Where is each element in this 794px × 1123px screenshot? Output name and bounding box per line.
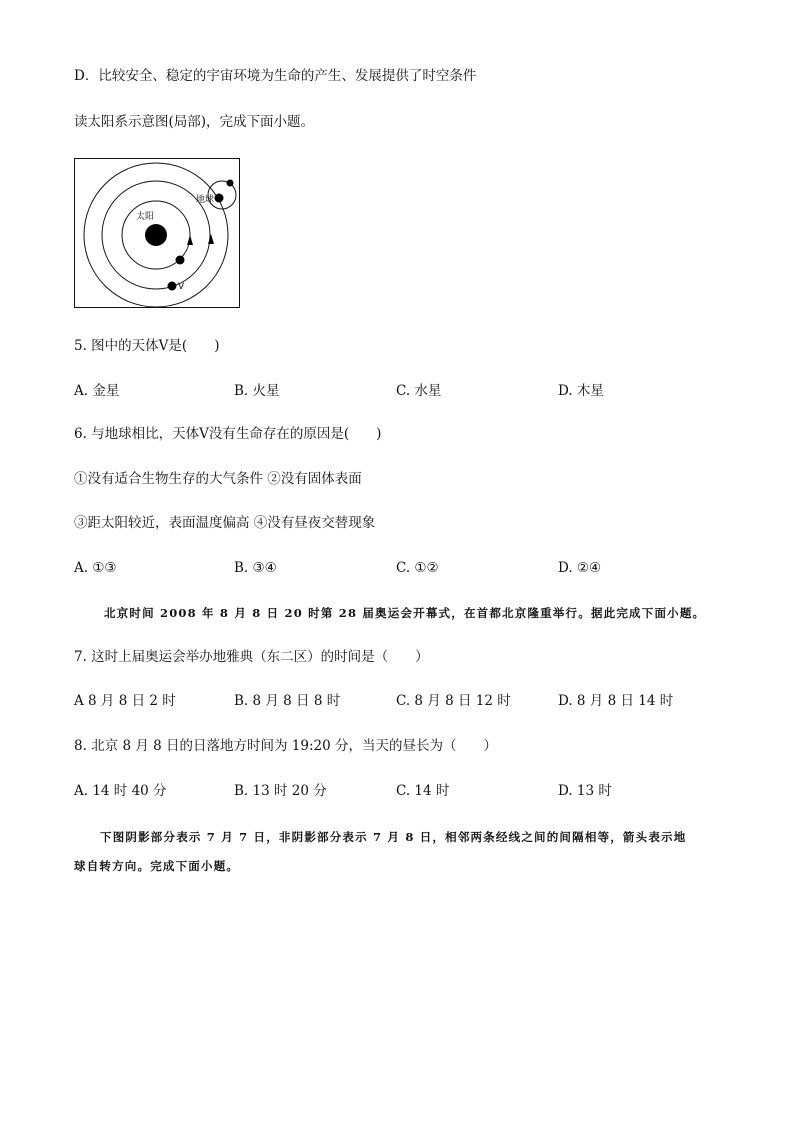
question-6: 6. 与地球相比，天体Ⅴ没有生命存在的原因是( ) xyxy=(74,426,382,442)
reading-intro-olympics: 北京时间 2008 年 8 月 8 日 20 时第 28 届奥运会开幕式，在首都北京隆重举行。据此完成下面小题。 xyxy=(104,606,706,620)
question-6-statements-1: ①没有适合生物生存的大气条件 ②没有固体表面 xyxy=(74,471,362,487)
option-d-previous: D．比较安全、稳定的宇宙环境为生命的产生、发展提供了时空条件 xyxy=(74,68,477,84)
q5-option-c: C. 水星 xyxy=(396,383,442,399)
solar-system-diagram xyxy=(74,158,240,308)
question-5: 5. 图中的天体Ⅴ是( ) xyxy=(74,338,220,354)
q5-option-a: A. 金星 xyxy=(74,383,120,399)
q8-option-b: B. 13 时 20 分 xyxy=(234,783,327,799)
reading-intro-date-line-2: 球自转方向。完成下面小题。 xyxy=(74,859,240,873)
sun-label: 太阳 xyxy=(136,212,155,222)
q8-option-c: C. 14 时 xyxy=(396,783,450,799)
planet-v xyxy=(168,282,177,291)
question-6-statements-2: ③距太阳较近，表面温度偏高 ④没有昼夜交替现象 xyxy=(74,515,376,531)
q6-option-c: C. ①② xyxy=(396,560,439,576)
q5-option-d: D. 木星 xyxy=(558,383,604,399)
question-8: 8. 北京 8 月 8 日的日落地方时间为 19:20 分，当天的昼长为（ ） xyxy=(74,738,498,754)
question-7: 7. 这时上届奥运会举办地雅典（东二区）的时间是（ ） xyxy=(74,649,429,665)
earth xyxy=(215,194,224,203)
q6-option-d: D. ②④ xyxy=(558,560,602,576)
reading-intro-date-line-1: 下图阴影部分表示 7 月 7 日，非阴影部分表示 7 月 8 日，相邻两条经线之间的间隔相等，箭头表示地 xyxy=(100,830,687,844)
moon xyxy=(227,180,234,187)
q7-option-c: C. 8 月 8 日 12 时 xyxy=(396,693,511,709)
sun xyxy=(145,224,167,246)
q8-option-a: A. 14 时 40 分 xyxy=(74,783,167,799)
q5-option-b: B. 火星 xyxy=(234,383,280,399)
q6-option-b: B. ③④ xyxy=(234,560,277,576)
planet-on-middle-orbit xyxy=(176,256,185,265)
q8-option-d: D. 13 时 xyxy=(558,783,612,799)
q6-option-a: A. ①③ xyxy=(74,560,117,576)
q7-option-d: D. 8 月 8 日 14 时 xyxy=(558,693,674,709)
q7-option-a: A 8 月 8 日 2 时 xyxy=(74,693,176,709)
q7-option-b: B. 8 月 8 日 8 时 xyxy=(234,693,341,709)
earth-label: 地球 xyxy=(196,195,215,205)
planet-v-label: V xyxy=(178,282,185,292)
reading-intro-solar-system: 读太阳系示意图(局部)，完成下面小题。 xyxy=(74,114,315,130)
